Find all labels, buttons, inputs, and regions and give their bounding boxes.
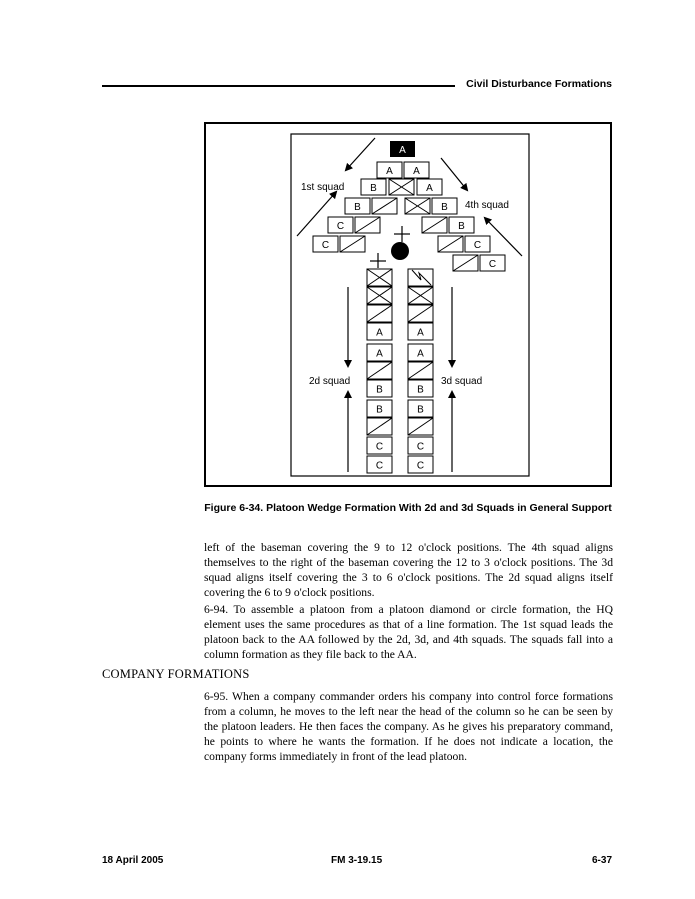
- wedge-box-label: A: [386, 166, 393, 177]
- label-3d-squad: 3d squad: [441, 376, 483, 387]
- wedge-box-label: B: [370, 183, 377, 194]
- platoon-leader-label: A: [399, 145, 406, 156]
- running-head: Civil Disturbance Formations: [466, 78, 612, 90]
- column-box-label: C: [375, 441, 384, 453]
- right-column: [408, 269, 433, 473]
- wedge-box-label: A: [413, 166, 420, 177]
- column-box-label: A: [417, 327, 424, 339]
- figure-caption: Figure 6-34. Platoon Wedge Formation With 2d and 3d Squads in General Support: [204, 502, 612, 514]
- arrow-1st-squad-up: [346, 138, 375, 170]
- paragraph-6-95: 6-95. When a company commander orders his company into control force formations from a column, he moves to the left near the head of the column so he can be seen by the platoon leaders. He then faces the company. As he gives his preparatory command, he points to where he wants the formation. If he does not indicate a location, the company forms immediately in front of the lead platoon.: [204, 690, 613, 763]
- column-box-label: C: [416, 460, 425, 472]
- column-box-label: B: [376, 384, 383, 396]
- arrow-4th-squad-out: [485, 218, 522, 256]
- wedge-box-label: C: [336, 221, 345, 232]
- wedge-box-label: B: [354, 202, 361, 213]
- arrow-4th-squad-up: [441, 158, 467, 190]
- wedge-box-label: A: [426, 183, 433, 194]
- column-box-label: C: [375, 460, 384, 472]
- label-2d-squad: 2d squad: [309, 376, 351, 387]
- column-box-label: B: [417, 404, 424, 416]
- wedge-box-label: C: [473, 240, 482, 251]
- label-1st-squad: 1st squad: [301, 182, 345, 193]
- platoon-sergeant-dot: [391, 242, 409, 260]
- left-column: [367, 269, 392, 473]
- column-box-label: B: [417, 384, 424, 396]
- wedge-box-label: C: [321, 240, 330, 251]
- column-box-label: A: [376, 327, 383, 339]
- column-box-label: A: [376, 348, 383, 360]
- wedge-box-label: B: [458, 221, 465, 232]
- label-4th-squad: 4th squad: [465, 200, 509, 211]
- footer-date: 18 April 2005: [102, 855, 164, 866]
- paragraph-6-94: 6-94. To assemble a platoon from a platoon diamond or circle formation, the HQ element uses the same procedures as that of a line formation. The 1st squad leads the platoon back to the AA followed by the 2d, 3d, and 4th squads. The squads fall into a column formation as they file back to the AA.: [204, 603, 613, 661]
- column-box-label: B: [376, 404, 383, 416]
- column-box-label: C: [416, 441, 425, 453]
- wedge-box-label: B: [441, 202, 448, 213]
- wedge-box-label: C: [488, 259, 497, 270]
- footer-page-number: 6-37: [591, 855, 612, 866]
- section-heading: COMPANY FORMATIONS: [102, 667, 250, 681]
- paragraph-continued: left of the baseman covering the 9 to 12 o'clock positions. The 4th squad aligns themselves to the right of the baseman covering the 12 to 3 o'clock positions. The 3d squad aligns itself covering the 3 to 6 o'clock positions. The 2d squad aligns itself covering the 6 to 9 o'clock positions.: [204, 541, 613, 599]
- column-box-label: A: [417, 348, 424, 360]
- footer-manual: FM 3-19.15: [331, 855, 383, 866]
